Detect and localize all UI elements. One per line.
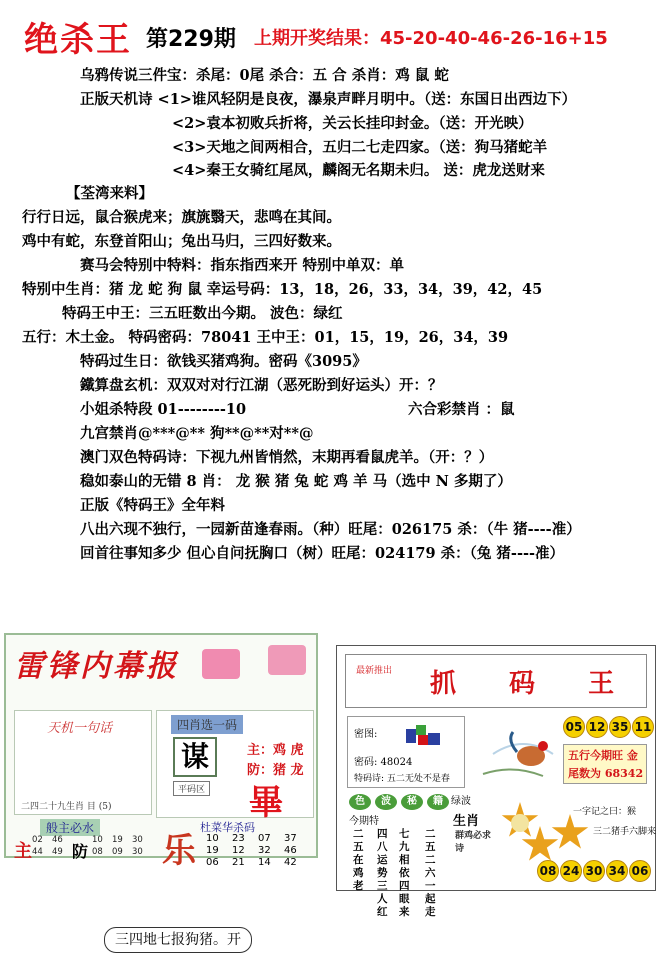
vertical-text-3: 七九相依四眼来 xyxy=(399,828,410,918)
num: 30 xyxy=(132,847,143,857)
vertical-text-4: 二五二六一起走 xyxy=(425,828,436,918)
text-line-7: 行行日远，鼠合猴虎来；旗旐翳天，悲鸣在其间。 xyxy=(22,209,341,226)
num: 10 xyxy=(92,835,103,845)
num: 19 xyxy=(112,835,123,845)
text-line-11: 特码王中王：三五旺数出今期。 波色：绿红 xyxy=(62,305,343,322)
number-ball: 24 xyxy=(560,860,582,882)
page-header xyxy=(14,12,654,60)
box-sixiao-char: 谋 xyxy=(173,737,217,777)
num: 14 xyxy=(258,857,271,868)
text-line-18: 澳门双色特码诗：下视九州皆悄然，末期再看鼠虎羊。（开：？） xyxy=(80,449,494,466)
text-line-20: 正版《特码王》全年料 xyxy=(80,497,225,514)
number-ball: 30 xyxy=(583,860,605,882)
num: 10 xyxy=(206,833,219,844)
issue-number: 第229期 xyxy=(146,27,236,52)
num: 09 xyxy=(112,847,123,857)
vertical-text-5: 群鸡必求诗 xyxy=(455,831,492,854)
number-ball: 34 xyxy=(606,860,628,882)
text-line-3: <2>袁本初败兵折将，关云长挂印封金。（送：开光映） xyxy=(172,115,533,132)
text-line-5: <4>秦王女骑红尾凤，麟阁无名期未归。 送：虎龙送财来 xyxy=(172,162,545,179)
mi-ma: 密码: 48024 xyxy=(354,757,413,768)
number-ball: 06 xyxy=(629,860,651,882)
number-ball: 12 xyxy=(586,716,608,738)
number-ball: 35 xyxy=(609,716,631,738)
num: 30 xyxy=(132,835,143,845)
vertical-text-2: 四八运势三人红 xyxy=(377,828,388,918)
num: 23 xyxy=(232,833,245,844)
num: 44 xyxy=(32,847,43,857)
text-line-22: 回首往事知多少 但心自问抚胸口（树）旺尾：024179 杀：（兔 猪----准） xyxy=(80,545,564,562)
number-ball: 05 xyxy=(563,716,585,738)
text-line-8: 鸡中有蛇，东登首阳山；兔出马归，三四好数来。 xyxy=(22,233,341,250)
text-line-1: 乌鸦传说三件宝：杀尾：0尾 杀合：五 合 杀肖：鸡 鼠 蛇 xyxy=(80,67,449,84)
box-banzhu-zhu: 主 xyxy=(14,841,32,862)
box-sixiao-bar: 平码区 xyxy=(173,781,210,796)
box-sixiao-fang: 防：猪 龙 xyxy=(247,763,304,778)
number-ball: 11 xyxy=(632,716,654,738)
wuxing-line-1: 五行今期旺 金 xyxy=(568,749,638,762)
num: 32 xyxy=(258,845,271,856)
text-line-10: 特别中生肖：猪 龙 蛇 狗 鼠 幸运号码：13，18，26，33，34，39，42，45 xyxy=(22,281,543,298)
text-line-19: 稳如泰山的无错 8 肖： 龙 猴 猪 兔 蛇 鸡 羊 马（选中 N 多期了） xyxy=(80,473,512,490)
text-line-15: 小姐杀特段 01--------10 xyxy=(80,401,247,418)
rooster-illustration-icon xyxy=(473,714,565,790)
mi-tu-label: 密图: xyxy=(354,729,378,740)
jin-qi-te: 今期特 xyxy=(349,816,379,827)
num: 19 xyxy=(206,845,219,856)
box-duxunhua-title: 杜菜华杀码 xyxy=(200,821,255,834)
left-panel-leifeng xyxy=(4,633,318,871)
text-line-21: 八出六现不独行，一园新苗逢春雨。（种）旺尾：026175 杀：（牛 猪----准） xyxy=(80,521,581,538)
box-sixiao-title: 四肖选一码 xyxy=(171,715,243,734)
box-banzhu xyxy=(14,819,152,862)
num: 07 xyxy=(258,833,271,844)
num: 02 xyxy=(32,835,43,845)
star-center-icon xyxy=(511,814,529,832)
box-sixiao-zhu: 主：鸡 虎 xyxy=(247,743,304,758)
decor-tag xyxy=(268,645,306,675)
box-banzhu-title: 般主必水 xyxy=(40,819,100,836)
num: 08 xyxy=(92,847,103,857)
bottom-note: 三四地七报狗猪。开 xyxy=(104,927,252,953)
right-panel-zhuamawang xyxy=(336,645,657,918)
num: 12 xyxy=(232,845,245,856)
tab-mi: 秘 xyxy=(401,794,423,810)
left-panel-title: 雷锋内幕报 xyxy=(14,649,179,684)
wuxing-box xyxy=(563,744,647,784)
right-panel-banner xyxy=(345,654,647,708)
text-line-4: <3>天地之间两相合，五归二七走四家。（送：狗马猪蛇羊 xyxy=(172,139,548,156)
num: 06 xyxy=(206,857,219,868)
box-sixiao xyxy=(156,710,314,823)
text-line-6: 【荃湾来料】 xyxy=(66,185,153,202)
wuxing-line-2: 尾数为 68342 xyxy=(568,767,644,780)
code-box xyxy=(347,716,465,788)
shengxiao-label: 生肖 xyxy=(453,814,480,829)
te-ma-shi: 特码诗: 五二无处不是春 xyxy=(354,774,450,784)
decor-tag xyxy=(202,649,240,679)
num: 46 xyxy=(52,835,63,845)
yi-zi-note: 一字记之曰：猴 xyxy=(573,807,637,817)
last-result: 上期开奖结果：45-20-40-46-26-16+15 xyxy=(254,28,608,49)
text-line-17: 九宫禁肖@***@** 狗**@**对**@ xyxy=(80,425,314,442)
tab-se: 色 xyxy=(349,794,371,810)
right-panel-small: 最新推出 xyxy=(356,666,393,676)
grid-logo-icon xyxy=(406,725,442,747)
number-ball: 08 xyxy=(537,860,559,882)
text-line-13: 特码过生日：欲钱买猪鸡狗。密码《3095》 xyxy=(80,353,367,370)
text-line-12: 五行：木土金。 特码密码：78041 王中王：01，15，19，26，34，39 xyxy=(22,329,509,346)
brand-title: 绝杀王 xyxy=(24,20,132,60)
red-glyph-2: 乐 xyxy=(162,831,196,871)
box-duxunhua xyxy=(156,821,314,868)
box-tianji-row: 二四二十九生肖 目 (5) xyxy=(21,802,112,812)
right-panel-title: 抓 码 王 xyxy=(430,669,637,699)
text-line-9: 赛马会特别中特料：指东指西来开 特别中单双：单 xyxy=(80,257,405,274)
box-banzhu-fang: 防 xyxy=(72,842,89,861)
box-tianji xyxy=(14,710,152,815)
tab-ji: 籍 xyxy=(427,794,449,810)
vertical-text-1: 二五在鸡老 xyxy=(353,828,364,892)
red-glyph-1: 畢 xyxy=(249,783,283,823)
num: 37 xyxy=(284,833,297,844)
num: 21 xyxy=(232,857,245,868)
num: 49 xyxy=(52,847,63,857)
text-line-2: 正版天机诗 <1>谁风轻阴是良夜，瀑泉声畔月明中。（送：东国日出西边下） xyxy=(80,91,577,108)
tab-bo: 波 xyxy=(375,794,397,810)
text-line-14: 鐵算盘玄机：双双对对行江湖（恶死盼到好运头）开：？ xyxy=(80,377,443,394)
box-tianji-title: 天机一句话 xyxy=(47,721,113,736)
text-line-16: 六合彩禁肖 ：鼠 xyxy=(408,401,515,418)
yi-zi-note-2: 三二猪手六脚来 xyxy=(593,827,657,837)
num: 42 xyxy=(284,857,297,868)
num: 46 xyxy=(284,845,297,856)
tab-extra: 绿波 xyxy=(451,796,471,807)
